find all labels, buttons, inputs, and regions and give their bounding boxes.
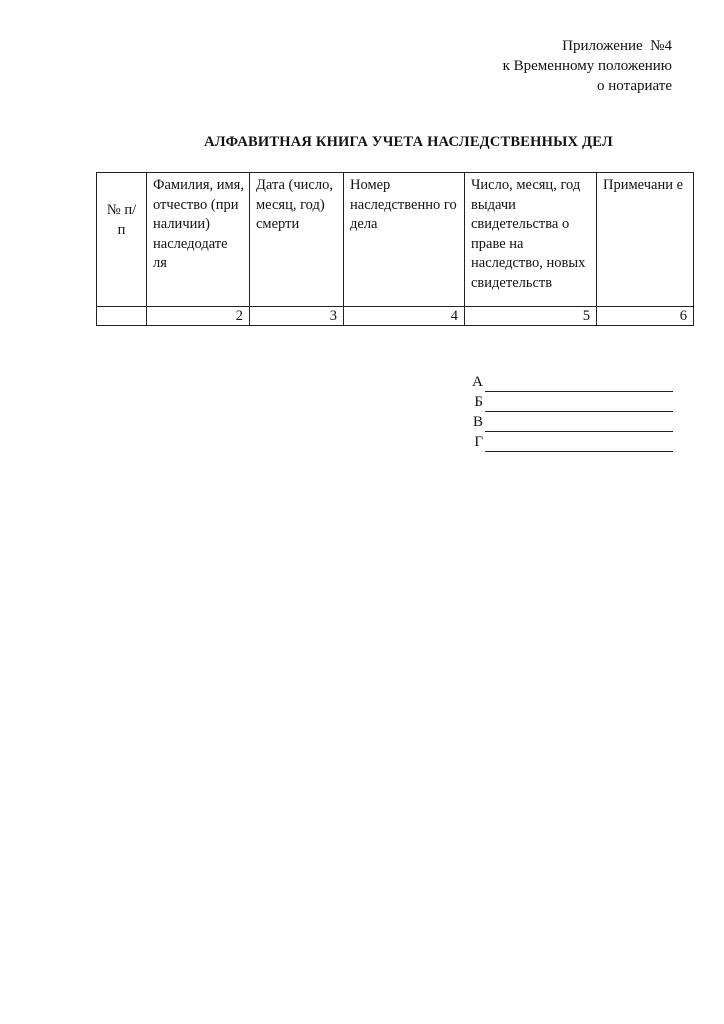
alphabet-book-table: [96, 172, 694, 326]
letter-row-g: [466, 432, 673, 452]
column-number-3: 3: [250, 307, 344, 326]
page-title: АЛФАВИТНАЯ КНИГА УЧЕТА НАСЛЕДСТВЕННЫХ ДЕЛ: [204, 134, 613, 150]
letter-row-a: [466, 372, 673, 392]
letter-label: В: [472, 414, 483, 430]
letter-row-b: [466, 392, 673, 412]
letter-index-list: [466, 372, 673, 452]
header-death-date: Дата (число, месяц, год) смерти: [250, 173, 344, 307]
column-number-2: 2: [147, 307, 250, 326]
column-number-6: 6: [597, 307, 694, 326]
fill-in-line: [485, 436, 673, 452]
column-number-5: 5: [465, 307, 597, 326]
letter-label: Б: [474, 394, 483, 410]
appendix-note: [503, 36, 672, 96]
fill-in-line: [485, 416, 673, 432]
header-certificate-date: Число, месяц, год выдачи свидетельства о праве на наследство, новых свидетельств: [465, 173, 597, 307]
appendix-line-2: к Временному положению: [502, 58, 672, 74]
column-number-1: [97, 307, 147, 326]
appendix-line-3: о нотариате: [597, 78, 672, 94]
letter-row-v: [466, 412, 673, 432]
header-full-name: Фамилия, имя, отчество (при наличии) наследодате ля: [147, 173, 250, 307]
table-number-row: [97, 307, 694, 326]
fill-in-line: [485, 396, 673, 412]
header-case-number: Номер наследственно го дела: [344, 173, 465, 307]
table-header-row: [97, 173, 694, 307]
letter-label: Г: [474, 434, 483, 450]
appendix-line-1: Приложение №4: [562, 38, 672, 54]
letter-label: А: [472, 374, 483, 390]
fill-in-line: [485, 376, 673, 392]
column-number-4: 4: [344, 307, 465, 326]
header-notes: Примечани е: [597, 173, 694, 307]
header-number: № п/п: [97, 173, 147, 307]
